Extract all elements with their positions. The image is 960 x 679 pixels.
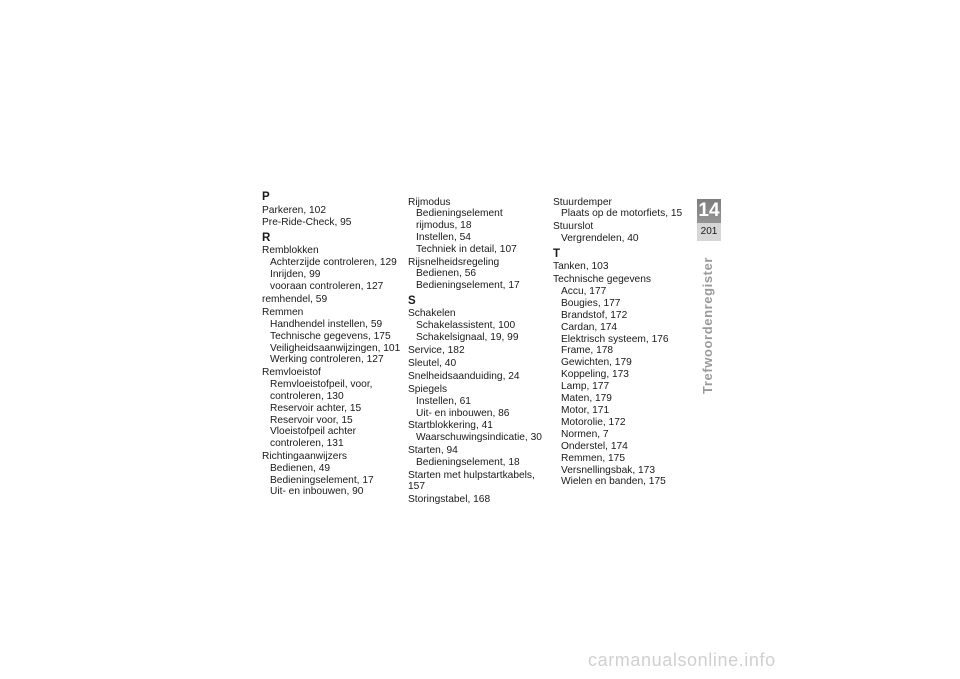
- index-subterm: Motor, 171: [561, 405, 610, 416]
- index-term: Remmen: [262, 306, 304, 318]
- index-subterm: Bedieningselement, 18: [416, 457, 520, 469]
- index-subterm: Plaats op de motorfiets, 15: [561, 208, 683, 220]
- index-subterm: Wielen en banden, 175: [561, 476, 666, 488]
- index-term: Remblokken: [262, 245, 319, 257]
- index-subterm: Techniek in detail, 107: [416, 243, 517, 255]
- page-number-box: [697, 223, 721, 241]
- index-subterm: Vergrendelen, 40: [561, 233, 639, 245]
- index-subterm: Inrijden, 99: [270, 269, 321, 281]
- page-number: 201: [700, 226, 718, 237]
- index-column-2: [408, 195, 548, 506]
- index-subterm: Elektrisch systeem, 176: [561, 333, 669, 345]
- index-subterm: Reservoir voor, 15: [270, 414, 353, 426]
- index-term: Service, 182: [408, 344, 465, 356]
- index-entry: [408, 420, 548, 443]
- index-subterm: Werking controleren, 127: [270, 354, 384, 366]
- index-term: Schakelen: [408, 308, 456, 320]
- index-term: Rijmodus: [408, 196, 451, 208]
- index-entry: [408, 384, 548, 419]
- index-entry: [262, 245, 402, 292]
- index-entry: [408, 257, 548, 292]
- index-entry: [262, 205, 402, 216]
- chapter-title: Trefwoordenregister: [700, 256, 715, 394]
- index-entry: [408, 308, 548, 343]
- index-entry: [408, 345, 548, 356]
- index-subterm: Reservoir achter, 15: [270, 402, 362, 414]
- index-entry: [408, 494, 548, 505]
- index-subterm: Versnellingsbak, 173: [561, 464, 656, 476]
- index-term: Starten, 94: [408, 445, 458, 457]
- index-subterm: Motorolie, 172: [561, 416, 626, 428]
- index-term: Snelheidsaanduiding, 24: [408, 370, 520, 382]
- index-subterm: Remmen, 175: [561, 452, 625, 464]
- index-subterm: Accu, 177: [561, 285, 607, 297]
- index-entry: [262, 451, 402, 498]
- index-entry: [553, 274, 693, 488]
- index-subterm: Bedieningselement rijmodus, 18: [416, 208, 503, 231]
- index-subterm: Uit- en inbouwen, 90: [270, 486, 364, 498]
- index-term: Technische gegevens: [553, 274, 651, 286]
- index-subterm: Cardan, 174: [561, 321, 618, 333]
- index-column-1: [262, 192, 402, 498]
- index-letter: R: [262, 231, 271, 244]
- index-subterm: Vloeistofpeil achter controleren, 131: [270, 426, 357, 449]
- index-subterm: vooraan controleren, 127: [270, 281, 384, 293]
- index-entry: [553, 197, 693, 220]
- index-term: Tanken, 103: [553, 261, 609, 273]
- index-term: Rijsnelheidsregeling: [408, 256, 500, 268]
- index-entry: [262, 217, 402, 228]
- index-entry: [262, 307, 402, 366]
- index-subterm: Bedienen, 49: [270, 462, 331, 474]
- index-letter: S: [408, 294, 416, 307]
- index-subterm: Bedieningselement, 17: [270, 474, 374, 486]
- index-entry: [408, 445, 548, 468]
- index-term: Parkeren, 102: [262, 204, 326, 216]
- index-subterm: Instellen, 61: [416, 395, 471, 407]
- index-subterm: Bougies, 177: [561, 297, 621, 309]
- watermark: carmanualsonline.info: [588, 650, 776, 670]
- index-entry: [262, 367, 402, 449]
- index-subterm: Waarschuwingsindicatie, 30: [416, 432, 542, 444]
- index-subterm: Instellen, 54: [416, 231, 471, 243]
- index-entry: [408, 197, 548, 256]
- index-subterm: Maten, 179: [561, 393, 612, 405]
- index-subterm: Lamp, 177: [561, 381, 610, 393]
- index-column-3: [553, 195, 693, 488]
- index-term: Storingstabel, 168: [408, 494, 491, 506]
- index-term: Remvloeistof: [262, 367, 321, 379]
- index-subterm: Onderstel, 174: [561, 440, 628, 452]
- index-entry: [408, 358, 548, 369]
- index-subterm: Bedieningselement, 17: [416, 280, 520, 292]
- index-subterm: Schakelsignaal, 19, 99: [416, 332, 519, 344]
- index-subterm: Schakelassistent, 100: [416, 320, 516, 332]
- chapter-tab: [697, 199, 721, 241]
- index-entry: [553, 221, 693, 244]
- index-subterm: Bedienen, 56: [416, 268, 477, 280]
- index-term: Spiegels: [408, 383, 448, 395]
- index-term: Starten met hulpstartkabels, 157: [408, 470, 535, 493]
- index-term: Stuurdemper: [553, 196, 612, 208]
- index-entry: [553, 261, 693, 272]
- index-term: Stuurslot: [553, 221, 594, 233]
- index-term: Sleutel, 40: [408, 357, 457, 369]
- index-subterm: Handhendel instellen, 59: [270, 318, 383, 330]
- index-subterm: Normen, 7: [561, 428, 609, 440]
- index-entry: [408, 371, 548, 382]
- index-subterm: Achterzijde controleren, 129: [270, 257, 397, 269]
- index-subterm: Technische gegevens, 175: [270, 330, 391, 342]
- index-subterm: Frame, 178: [561, 345, 614, 357]
- index-entry: [408, 470, 548, 493]
- chapter-number: 14: [698, 200, 720, 221]
- index-term: Pre-Ride-Check, 95: [262, 217, 352, 229]
- index-subterm: Veiligheidsaanwijzingen, 101: [270, 342, 401, 354]
- index-term: Startblokkering, 41: [408, 420, 493, 432]
- index-subterm: Uit- en inbouwen, 86: [416, 407, 510, 419]
- index-letter: T: [553, 247, 561, 260]
- index-subterm: Remvloeistofpeil, voor, controleren, 130: [270, 379, 373, 402]
- index-subterm: Gewichten, 179: [561, 357, 632, 369]
- index-subterm: Koppeling, 173: [561, 369, 629, 381]
- index-term: remhendel, 59: [262, 293, 328, 305]
- index-term: Richtingaanwijzers: [262, 450, 347, 462]
- index-entry: [262, 294, 402, 305]
- index-letter: P: [262, 191, 270, 203]
- index-subterm: Brandstof, 172: [561, 309, 628, 321]
